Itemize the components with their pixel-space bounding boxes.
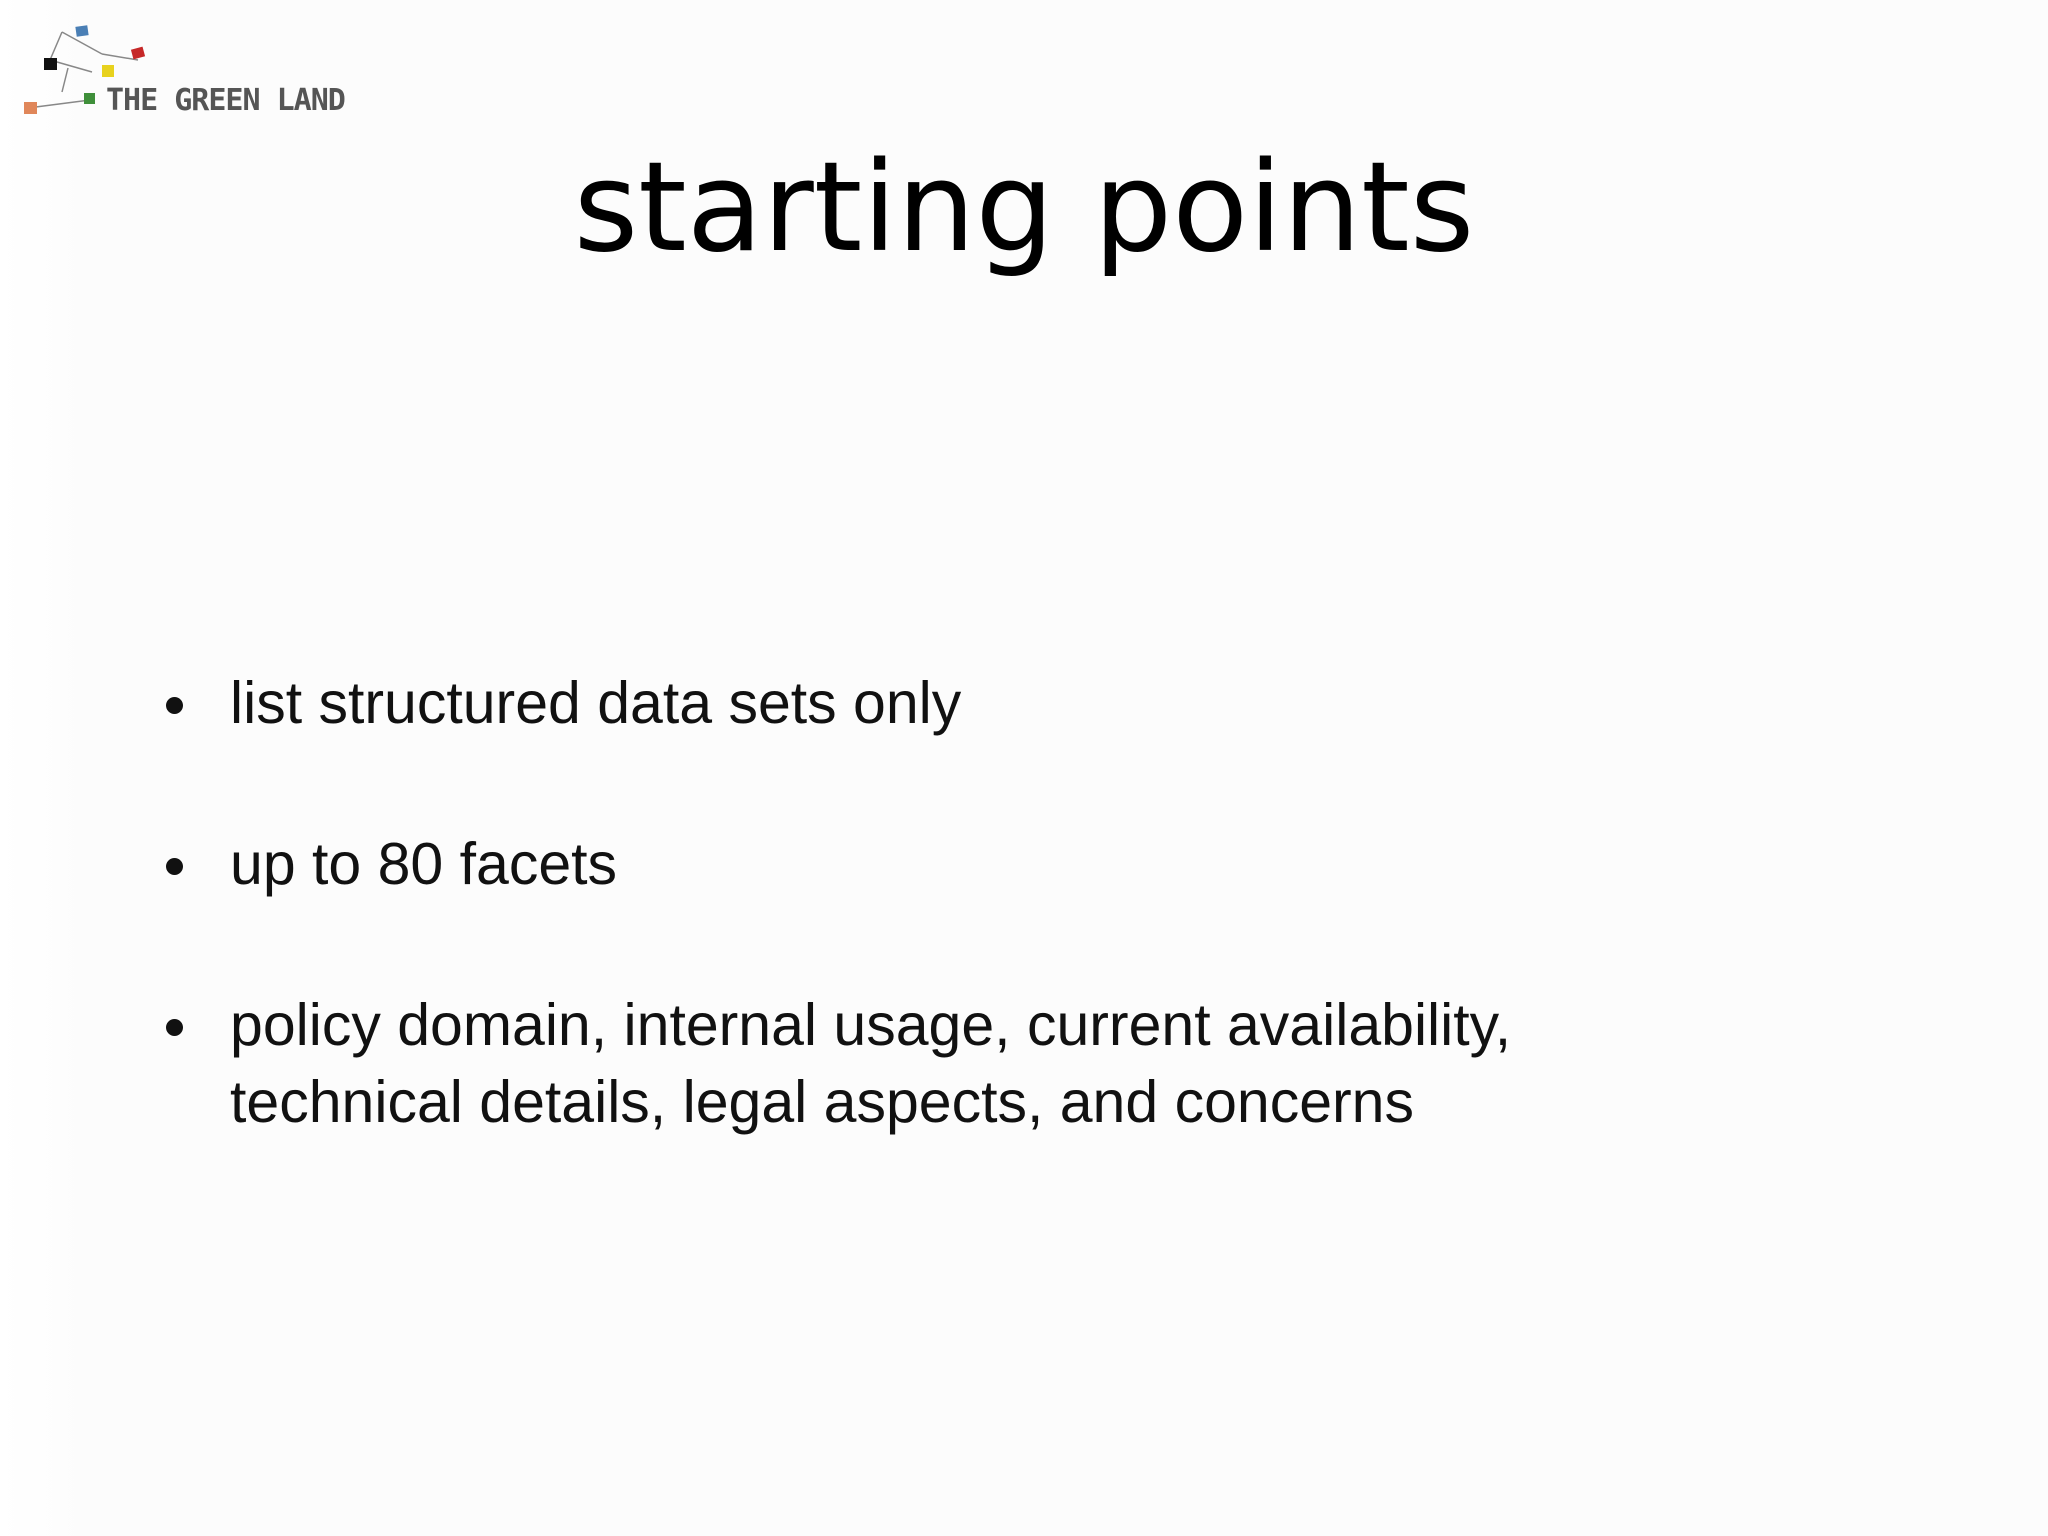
- list-item-text-continued: technical details, legal aspects, and concerns: [230, 1069, 1414, 1135]
- logo-text: THE GREEN LAND: [106, 83, 345, 118]
- bullet-icon: [166, 1019, 183, 1036]
- list-item: [160, 987, 1760, 1141]
- bullet-list: [160, 665, 1760, 1225]
- list-item-text: policy domain, internal usage, current availability,: [230, 992, 1512, 1058]
- logo: [20, 20, 360, 130]
- list-item-text: list structured data sets only: [230, 670, 962, 736]
- bullet-icon: [166, 697, 183, 714]
- bullet-icon: [166, 858, 183, 875]
- list-item: [160, 826, 1760, 903]
- list-item: [160, 665, 1760, 742]
- slide-title: starting points: [573, 136, 1475, 280]
- list-item-text: up to 80 facets: [230, 831, 618, 897]
